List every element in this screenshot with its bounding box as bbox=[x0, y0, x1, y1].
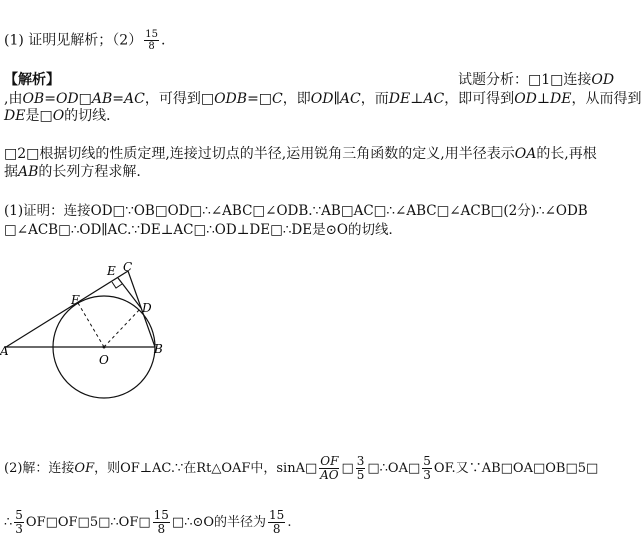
answer-fraction bbox=[144, 29, 159, 52]
a5-start: 据 bbox=[4, 164, 18, 180]
analysis-line-2 bbox=[4, 91, 642, 107]
fraction-numerator: 15 bbox=[145, 29, 158, 40]
a5-end: 的长列方程求解. bbox=[38, 164, 141, 180]
p2l2-b: OF□OF□5□∴OF□ bbox=[25, 515, 151, 530]
frac-15-8a bbox=[153, 509, 170, 536]
a4-end: 的长,再根 bbox=[536, 146, 597, 162]
p2-c: OF⊥AC.∵在Rt△OAF中，sinA□ bbox=[120, 461, 318, 476]
p2-e: □∴OA□ bbox=[367, 461, 421, 476]
p2l2-d: . bbox=[287, 515, 292, 530]
p2-a: (2)解：连接 bbox=[4, 461, 75, 476]
a3-1: 是□ bbox=[25, 108, 53, 124]
frac-3-5 bbox=[356, 455, 366, 482]
p2l2-c: □∴⊙O的半径为 bbox=[171, 515, 267, 530]
frac-num: 5 bbox=[15, 508, 23, 522]
p2l2-a: ∴ bbox=[4, 515, 13, 530]
label-d: D bbox=[142, 301, 152, 315]
a2-8: ，即可得到 bbox=[444, 91, 515, 107]
frac-den: 3 bbox=[423, 468, 431, 482]
analysis-od: OD bbox=[591, 72, 615, 88]
analysis-line-5 bbox=[4, 164, 141, 180]
frac-num: OF bbox=[320, 454, 339, 468]
frac-15-8b bbox=[268, 509, 285, 536]
label-b: B bbox=[154, 342, 163, 356]
segment-od bbox=[104, 308, 141, 347]
a2-3: ODB=□C bbox=[214, 91, 283, 107]
a2-5: OD∥AC bbox=[310, 91, 361, 107]
p2-of: OF bbox=[74, 461, 95, 476]
geometry-diagram bbox=[0, 258, 175, 403]
a2-10: ，从而得到 bbox=[571, 91, 642, 107]
a2-2: ，可得到□ bbox=[144, 91, 215, 107]
a3-3: 的切线． bbox=[64, 108, 121, 124]
a3-0: DE bbox=[4, 108, 26, 124]
proof1-line-2: □∠ACB□∴OD∥AC.∵DE⊥AC□∴OD⊥DE□∴DE是⊙O的切线． bbox=[4, 222, 402, 238]
proof2-line-2 bbox=[4, 508, 291, 538]
frac-num: 3 bbox=[356, 454, 365, 468]
a2-6: ，而 bbox=[360, 91, 389, 107]
answer-text: (1) 证明见解析；（2） bbox=[4, 32, 143, 49]
point-o bbox=[103, 346, 106, 349]
answer-end: . bbox=[160, 32, 166, 49]
label-a: A bbox=[0, 344, 9, 358]
fraction-denominator: 8 bbox=[148, 41, 155, 52]
frac-5-3 bbox=[422, 455, 432, 482]
a2-7: DE⊥AC bbox=[388, 91, 445, 107]
analysis-line-3 bbox=[4, 108, 120, 124]
a4-text: □2□根据切线的性质定理,连接过切点的半径,运用锐角三角函数的定义,用半径表示 bbox=[4, 146, 515, 162]
a3-2: O bbox=[52, 108, 65, 124]
frac-den: 8 bbox=[157, 522, 166, 536]
p2-d: □ bbox=[341, 461, 354, 476]
analysis-right-label bbox=[458, 72, 614, 88]
a2-4: ，即 bbox=[282, 91, 311, 107]
label-e: E bbox=[107, 264, 116, 278]
frac-num: 15 bbox=[153, 508, 169, 522]
label-c: C bbox=[123, 260, 133, 274]
label-f: F bbox=[71, 293, 80, 307]
a2-0: ,由 bbox=[4, 91, 23, 107]
frac-num: 5 bbox=[423, 454, 431, 468]
a2-9: OD⊥DE bbox=[514, 91, 572, 107]
segment-of bbox=[78, 303, 104, 347]
frac-den: AO bbox=[320, 468, 339, 482]
p2-b: ，则 bbox=[94, 461, 121, 476]
a4-oa: OA bbox=[514, 146, 537, 162]
analysis-line-4 bbox=[4, 146, 597, 162]
segment-ac bbox=[6, 271, 128, 347]
label-o: O bbox=[99, 353, 109, 367]
proof2-line-1 bbox=[4, 454, 598, 484]
frac-num: 15 bbox=[269, 508, 285, 522]
frac-5-3b bbox=[14, 509, 24, 536]
p2-f: OF.又∵AB□OA□OB□5□ bbox=[433, 461, 599, 476]
proof1-line-1: (1)证明：连接OD□∵OB□OD□∴∠ABC□∠ODB.∵AB□AC□∴∠ABC□∠ACB□(2分)∴∠ODB bbox=[4, 203, 588, 219]
frac-den: 5 bbox=[356, 468, 365, 482]
a5-ab: AB bbox=[18, 164, 39, 180]
frac-den: 8 bbox=[272, 522, 281, 536]
right-angle-mark bbox=[112, 282, 122, 288]
analysis-heading: 【解析】 bbox=[4, 72, 60, 88]
answer-line bbox=[4, 29, 165, 52]
analysis-label-text: 试题分析：□1□连接 bbox=[458, 72, 592, 88]
frac-den: 3 bbox=[15, 522, 23, 536]
a2-1: OB=OD□AB=AC bbox=[22, 91, 145, 107]
frac-of-ao bbox=[319, 455, 339, 482]
